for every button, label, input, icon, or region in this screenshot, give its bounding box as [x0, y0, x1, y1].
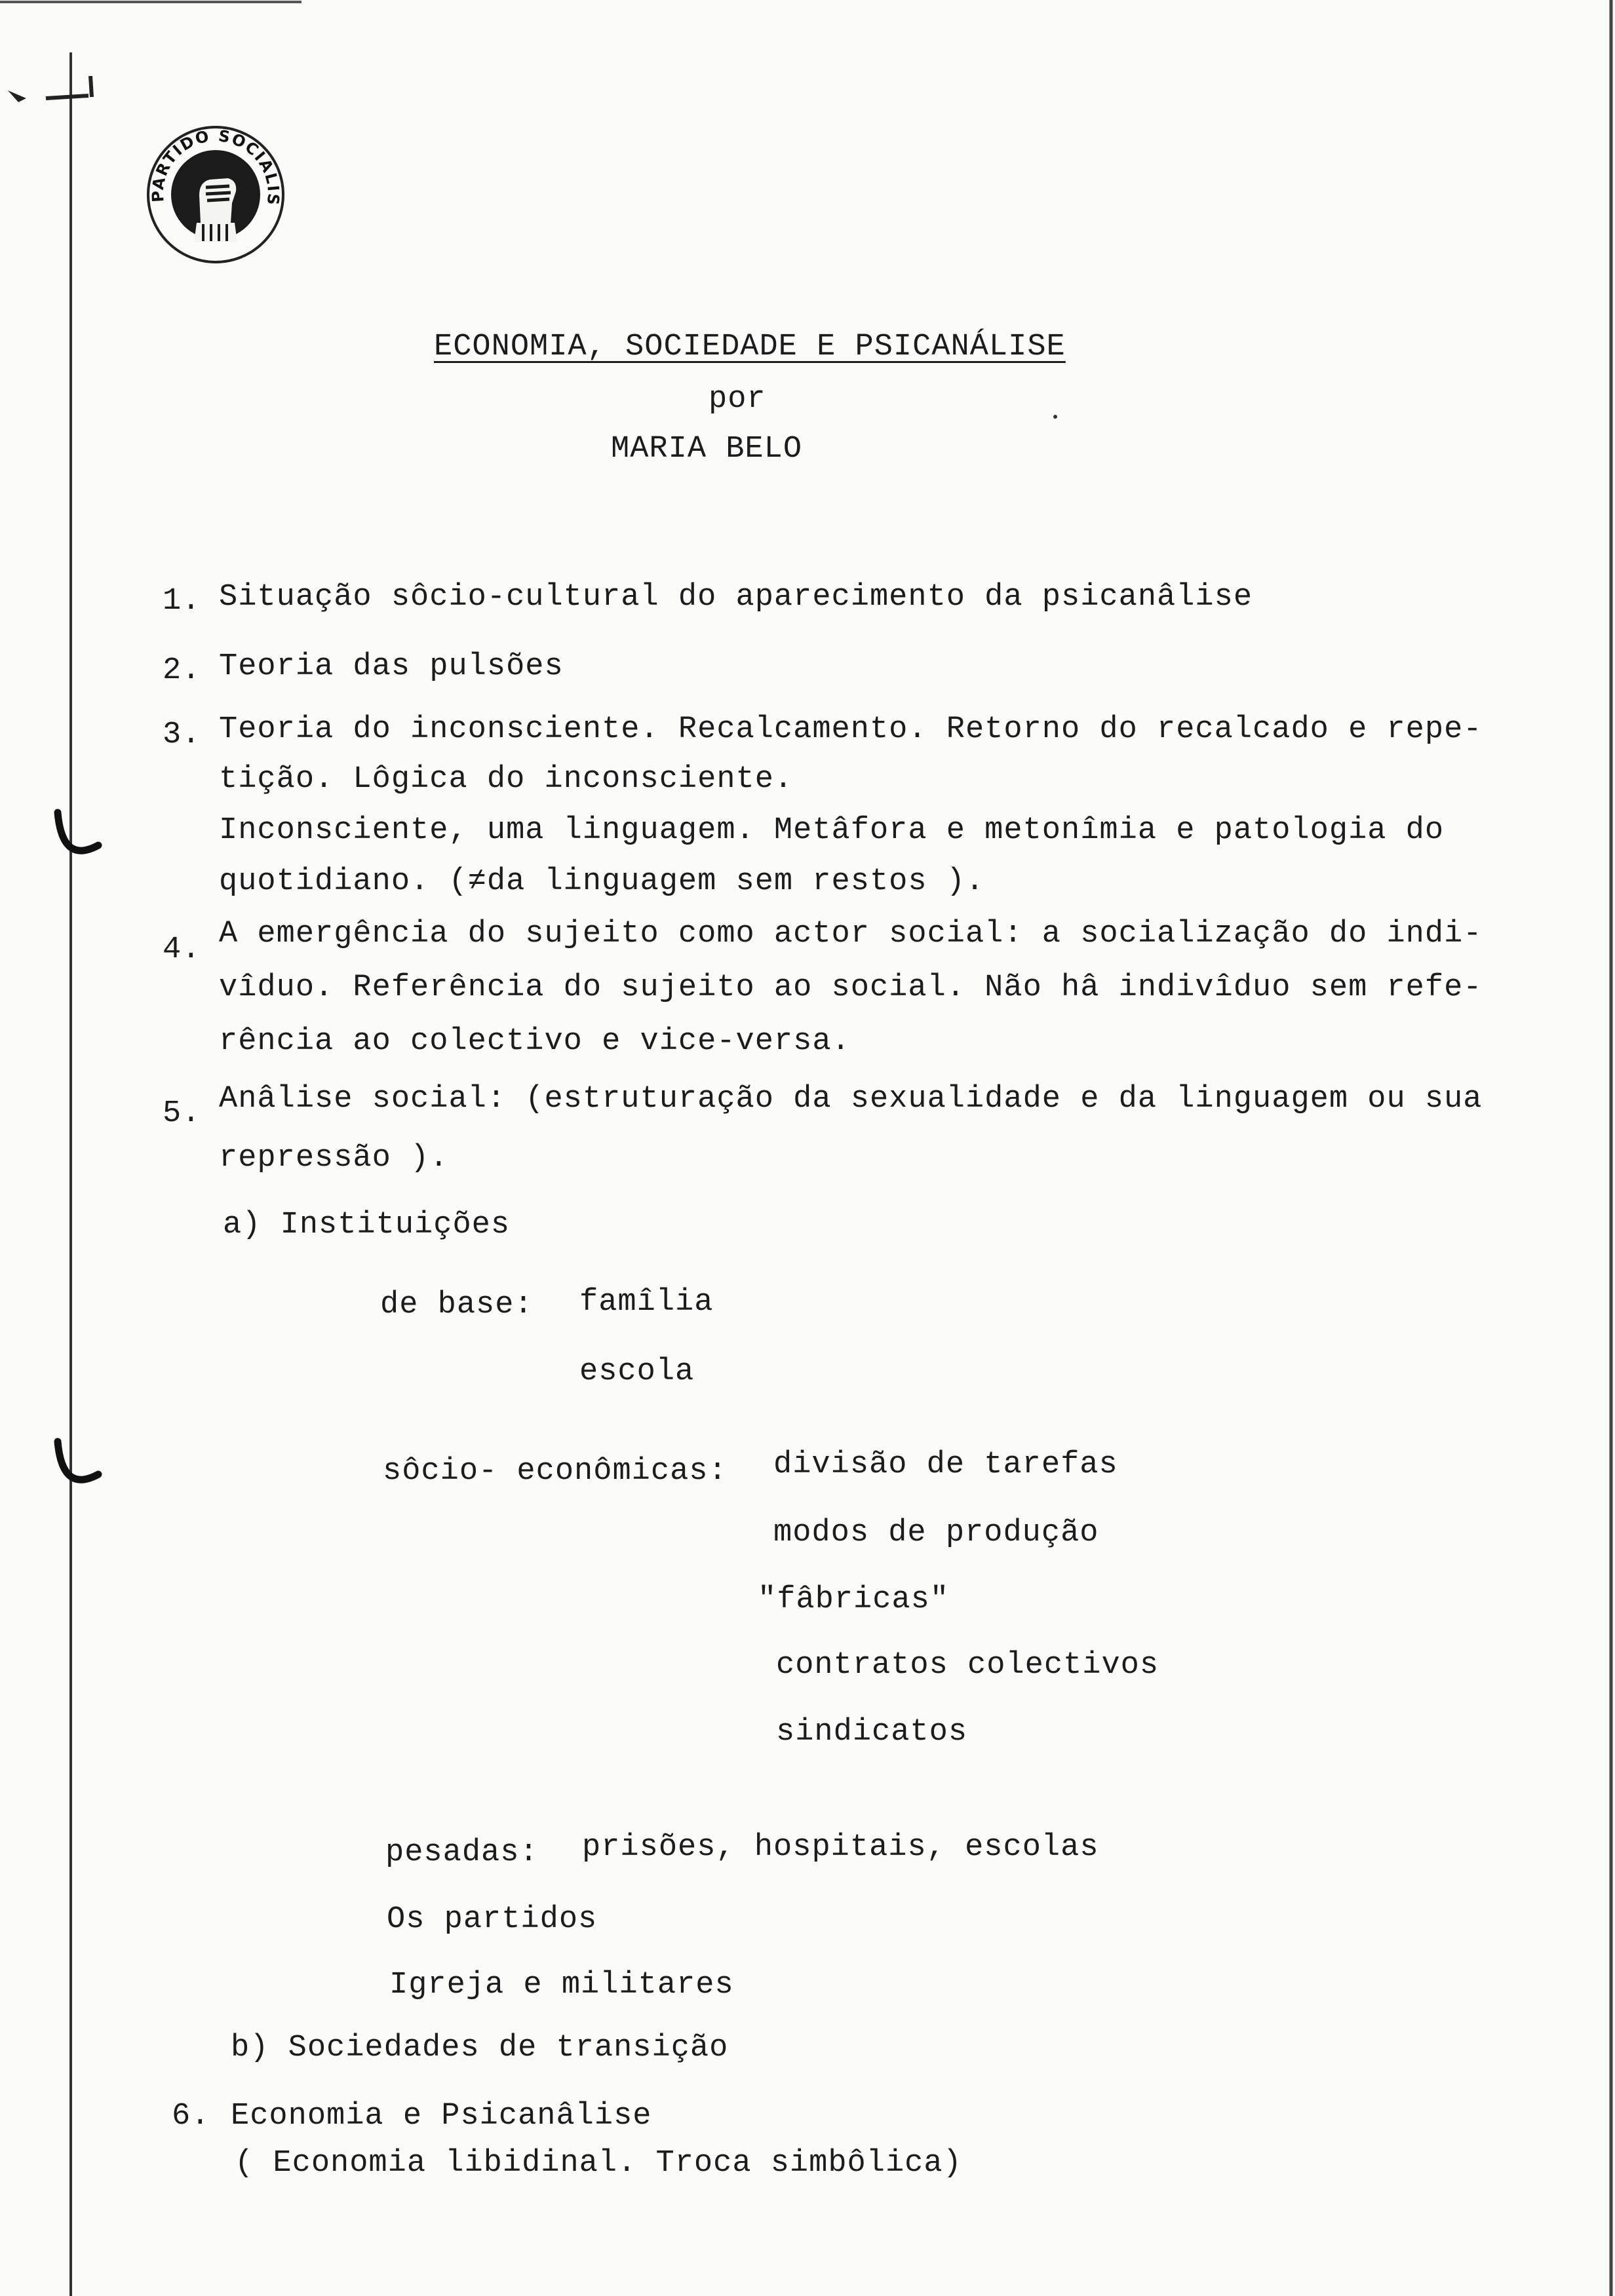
pesadas-label: pesadas:	[385, 1835, 539, 1870]
item-5-line: Anâlise social: (estruturação da sexualidade e da linguagem ou sua	[219, 1082, 1483, 1117]
item-3-line: tição. Lôgica do inconsciente.	[219, 762, 794, 797]
item-3-line: quotidiano. (≠da linguagem sem restos ).	[219, 864, 985, 899]
item-5a-label: a) Instituições	[223, 1208, 511, 1242]
author-name: MARIA BELO	[611, 432, 803, 467]
socio-item: divisão de tarefas	[773, 1447, 1118, 1482]
hole-mark-lower	[58, 1442, 98, 1480]
byline-por: por	[709, 382, 766, 417]
item-4-line: A emergência do sujeito como actor social: a socialização do indi-	[219, 917, 1483, 951]
item-5-line: repressão ).	[219, 1141, 449, 1176]
item-6-text: Economia e Psicanâlise	[231, 2099, 652, 2133]
socio-item: sindicatos	[776, 1715, 968, 1750]
party-logo	[146, 124, 286, 265]
socio-item: "fâbricas"	[758, 1582, 950, 1617]
socio-item: contratos colectivos	[776, 1648, 1159, 1683]
igreja-line: Igreja e militares	[389, 1968, 734, 2002]
item-5b-label: b) Sociedades de transição	[231, 2031, 729, 2065]
base-item: famîlia	[579, 1285, 714, 1320]
item-2-number: 2.	[163, 653, 201, 688]
pesadas-items: prisões, hospitais, escolas	[582, 1830, 1099, 1865]
socio-item: modos de produção	[773, 1516, 1099, 1550]
hole-mark-upper	[58, 813, 98, 851]
item-4-number: 4.	[163, 932, 201, 967]
base-item: escola	[579, 1354, 695, 1389]
item-3-number: 3.	[163, 718, 201, 752]
item-3-line: Teoria do inconsciente. Recalcamento. Retorno do recalcado e repe-	[219, 712, 1483, 747]
item-5-number: 5.	[163, 1096, 201, 1131]
item-4-line: rência ao colectivo e vice-versa.	[219, 1024, 851, 1059]
svg-text:PARTIDO SOCIALISTA: PARTIDO SOCIALIS	[148, 126, 283, 208]
item-2-text: Teoria das pulsões	[219, 649, 564, 684]
item-3-line: Inconsciente, uma linguagem. Metâfora e metonîmia e patologia do	[219, 813, 1445, 848]
partidos-line: Os partidos	[387, 1902, 598, 1937]
item-6-sub: ( Economia libidinal. Troca simbôlica)	[235, 2146, 962, 2181]
item-6-number: 6.	[172, 2099, 210, 2133]
socio-label: sôcio- econômicas:	[383, 1454, 728, 1489]
base-label: de base:	[380, 1288, 534, 1322]
item-1-text: Situação sôcio-cultural do aparecimento da psicanâlise	[219, 580, 1253, 615]
item-1-number: 1.	[163, 584, 201, 619]
item-4-line: vîduo. Referência do sujeito ao social. Não hâ indivîduo sem refe-	[219, 970, 1483, 1005]
document-title: ECONOMIA, SOCIEDADE E PSICANÁLISE	[434, 330, 1066, 364]
